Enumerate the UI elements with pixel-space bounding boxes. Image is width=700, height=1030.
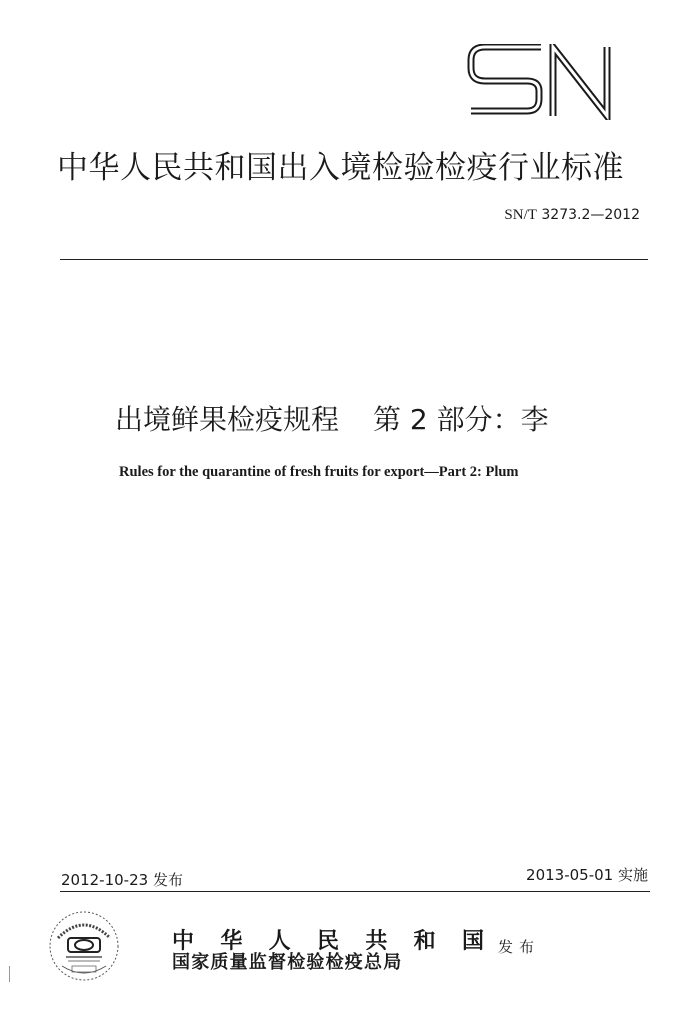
sn-logo bbox=[467, 44, 617, 120]
publisher-char: 人 bbox=[268, 928, 291, 954]
title-main: 出境鲜果检疫规程 bbox=[115, 403, 340, 436]
publish-label: 发布 bbox=[498, 938, 541, 956]
publisher-char: 和 bbox=[413, 928, 436, 954]
standard-number-value: 3273.2—2012 bbox=[541, 207, 640, 223]
publisher-agency: 国家质量监督检验检疫总局 bbox=[172, 952, 403, 973]
publisher-char: 华 bbox=[220, 928, 243, 954]
scan-artifact bbox=[9, 966, 10, 982]
standard-code: SN/T bbox=[504, 207, 537, 223]
issue-date: 2012-10-23 发布 bbox=[61, 871, 183, 889]
title-part: 第 2 部分：李 bbox=[373, 403, 549, 436]
document-title-chinese bbox=[115, 398, 549, 438]
publisher-char: 中 bbox=[172, 928, 195, 954]
implementation-date: 2013-05-01 实施 bbox=[526, 866, 648, 884]
publisher-char: 民 bbox=[316, 928, 339, 954]
bottom-divider bbox=[60, 891, 650, 892]
publisher-char: 国 bbox=[461, 928, 484, 954]
top-divider bbox=[60, 259, 648, 260]
standard-category-title: 中华人民共和国出入境检验检疫行业标准 bbox=[57, 150, 624, 186]
standard-number bbox=[504, 207, 640, 224]
anti-counterfeit-stamp-icon bbox=[44, 908, 124, 986]
document-title-english: Rules for the quarantine of fresh fruits for export—Part 2: Plum bbox=[119, 464, 519, 480]
publisher-char: 共 bbox=[365, 928, 388, 954]
